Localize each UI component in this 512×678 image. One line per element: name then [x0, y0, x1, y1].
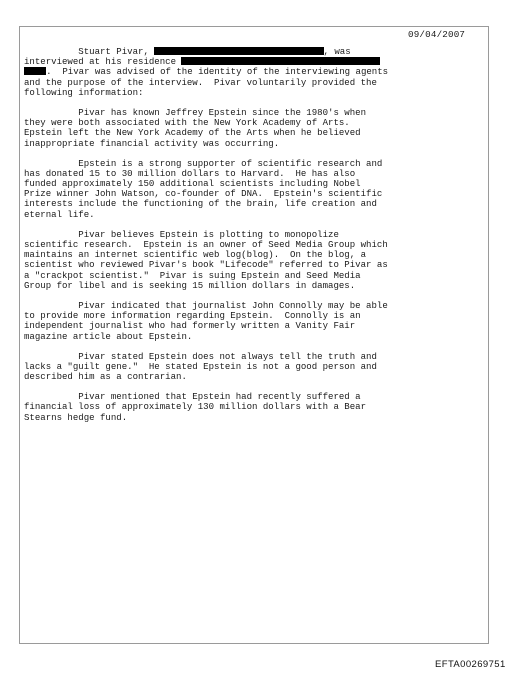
text-segment: has donated 15 to 30 million dollars to Harvard. He has also [24, 167, 356, 179]
text-line [24, 88, 486, 98]
text-segment: Prize winner John Watson, co-founder of DNA. Epstein's scientific [24, 188, 383, 200]
text-segment: following information: [24, 86, 144, 98]
text-segment: lacks a "guilt gene." He stated Epstein is not a good person and [24, 360, 377, 372]
document-date: 09/04/2007 [408, 29, 466, 40]
bates-number: EFTA00269751 [435, 659, 506, 670]
text-segment: interviewed at his residence [24, 56, 182, 68]
text-segment: inappropriate financial activity was occurring. [24, 137, 280, 149]
text-segment: and the purpose of the interview. Pivar voluntarily provided the [24, 76, 377, 88]
text-segment: Pivar indicated that journalist John Connolly may be able [24, 299, 388, 311]
redaction-bar [181, 57, 380, 65]
paragraph [24, 47, 486, 98]
text-line [24, 281, 486, 291]
text-segment: Epstein is a strong supporter of scientific research and [24, 157, 383, 169]
text-segment: , was [323, 46, 351, 57]
text-segment: Stearns hedge fund. [24, 411, 128, 423]
paragraph [24, 392, 486, 423]
text-segment: funded approximately 150 additional scientists including Nobel [24, 178, 361, 190]
text-segment: Pivar has known Jeffrey Epstein since the 1980's when [24, 106, 367, 118]
text-line [24, 413, 486, 423]
text-segment: Group for libel and is seeking 15 million dollars in damages. [24, 279, 356, 291]
redaction-bar [24, 67, 46, 75]
paragraph [24, 108, 486, 149]
text-segment: financial loss of approximately 130 million dollars with a Bear [24, 401, 367, 413]
text-segment: eternal life. [24, 208, 95, 220]
redaction-bar [154, 47, 323, 55]
text-line [24, 372, 486, 382]
text-segment: Stuart Pivar, [24, 46, 155, 57]
text-line [24, 332, 486, 342]
paragraph [24, 159, 486, 220]
paragraph [24, 301, 486, 342]
text-segment: scientific research. Epstein is an owner of Seed Media Group which [24, 239, 388, 250]
document-body [24, 47, 486, 433]
paragraph [24, 230, 486, 291]
text-segment: Pivar stated Epstein does not always tell the truth and [24, 350, 377, 362]
text-segment: scientist who reviewed Pivar's book "Lifecode" referred to Pivar as [24, 259, 388, 271]
text-segment: independent journalist who had formerly written a Vanity Fair [24, 320, 356, 332]
text-line [24, 210, 486, 220]
text-segment: Epstein left the New York Academy of the Arts when he believed [24, 127, 361, 139]
paragraph [24, 352, 486, 383]
text-segment: . Pivar was advised of the identity of the interviewing agents [46, 66, 389, 78]
text-segment: magazine article about Epstein. [24, 330, 193, 342]
text-segment: a "crackpot scientist." Pivar is suing Epstein and Seed Media [24, 269, 361, 281]
text-segment: described him as a contrarian. [24, 371, 187, 383]
text-segment: Pivar believes Epstein is plotting to monopolize [24, 228, 339, 240]
text-line [24, 139, 486, 149]
text-segment: Pivar mentioned that Epstein had recently suffered a [24, 391, 361, 403]
text-segment: to provide more information regarding Epstein. Connolly is an [24, 310, 361, 322]
text-segment: interests include the functioning of the brain, life creation and [24, 198, 377, 210]
text-segment: they were both associated with the New York Academy of Arts. [24, 117, 350, 129]
text-segment: maintains an internet scientific web log(blog). On the blog, a [24, 249, 367, 261]
